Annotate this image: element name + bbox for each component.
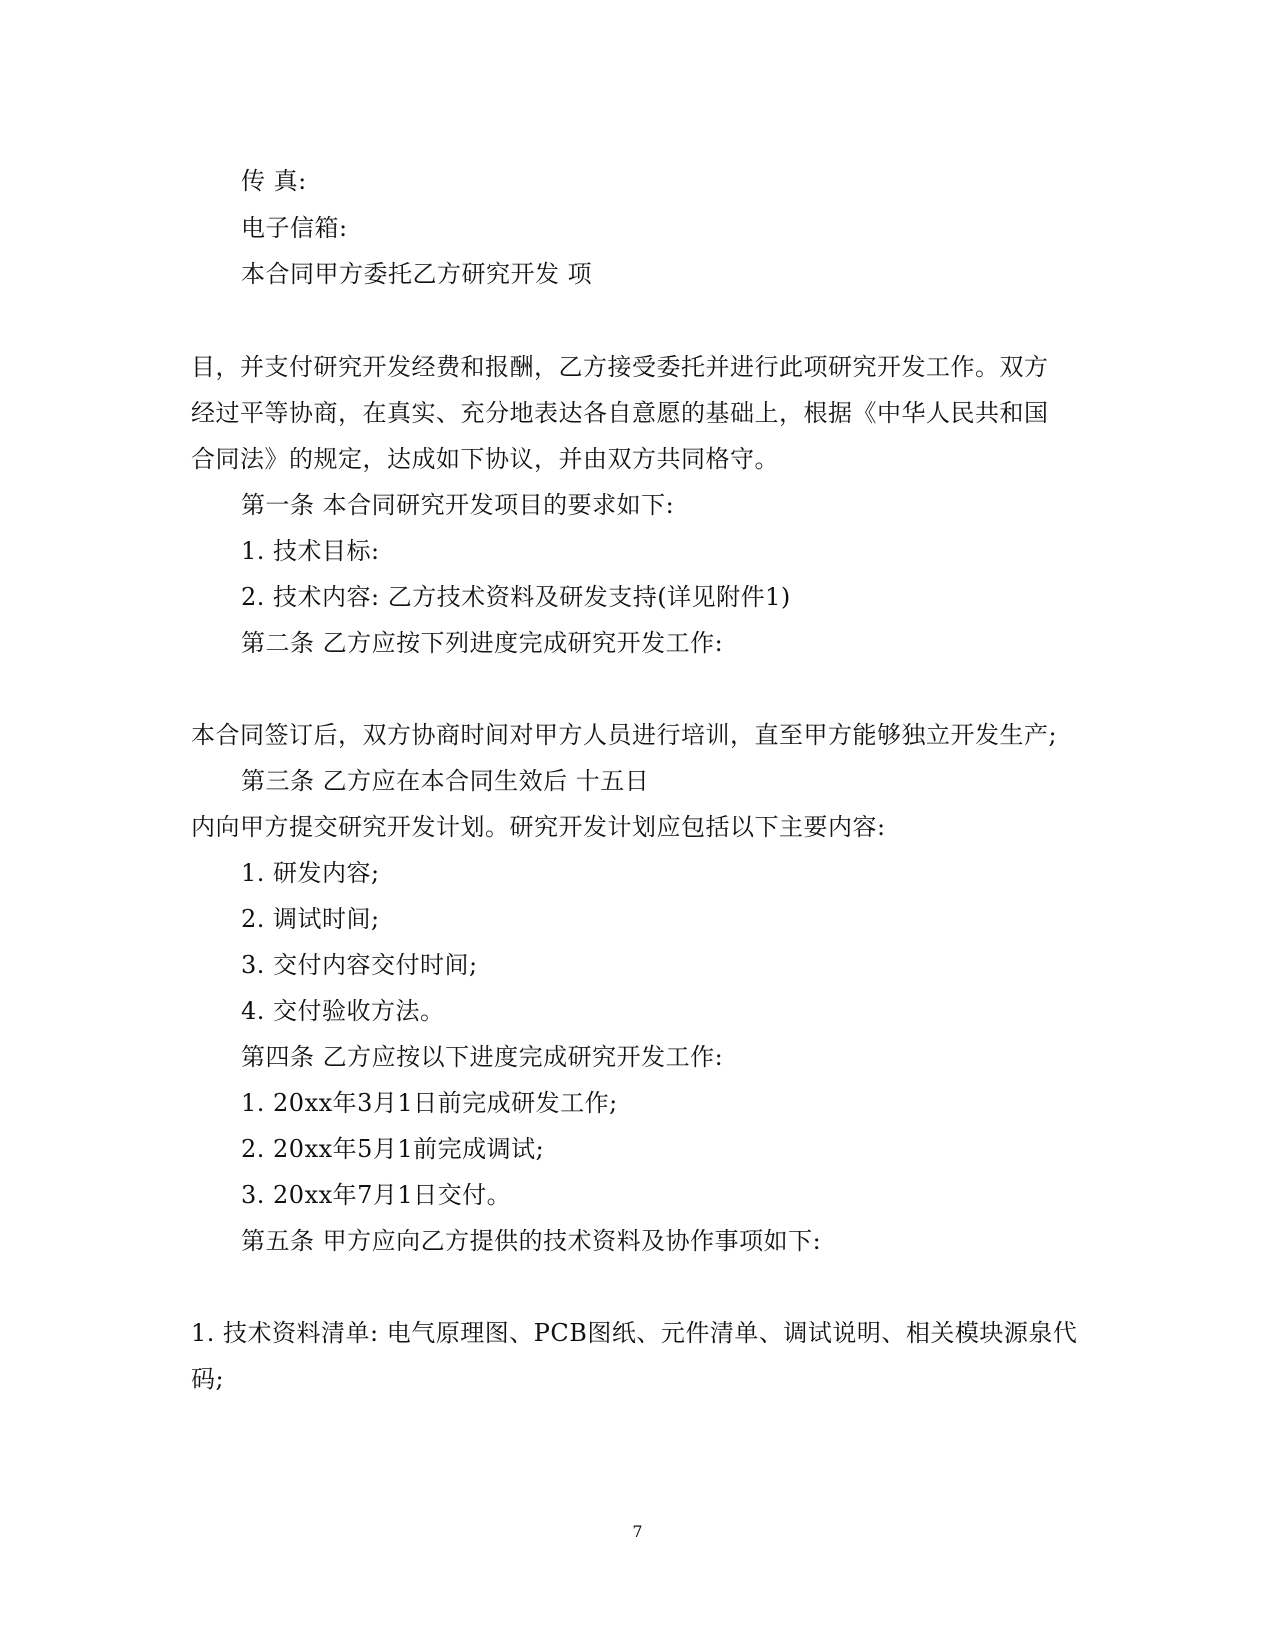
paragraph-line: 内向甲方提交研究开发计划。研究开发计划应包括以下主要内容: [191,813,886,841]
paragraph-line: 目，并支付研究开发经费和报酬，乙方接受委托并进行此项研究开发工作。双方 [191,353,1049,381]
paragraph-line: 本合同签订后，双方协商时间对甲方人员进行培训，直至甲方能够独立开发生产; [191,721,1058,749]
list-item: 3. 20xx年7月1日交付。 [241,1181,512,1209]
fax-line: 传 真: [241,167,307,195]
article-heading: 第四条 乙方应按以下进度完成研究开发工作: [241,1043,724,1071]
article-heading: 第三条 乙方应在本合同生效后 十五日 [241,767,650,795]
paragraph-line: 1. 技术资料清单: 电气原理图、PCB图纸、元件清单、调试说明、相关模块源泉代 [191,1319,1078,1347]
article-heading: 第五条 甲方应向乙方提供的技术资料及协作事项如下: [241,1227,822,1255]
paragraph-line: 经过平等协商，在真实、充分地表达各自意愿的基础上，根据《中华人民共和国 [191,399,1049,427]
list-item: 4. 交付验收方法。 [241,997,445,1025]
list-item: 2. 20xx年5月1前完成调试; [241,1135,545,1163]
article-heading: 第一条 本合同研究开发项目的要求如下: [241,491,675,519]
paragraph-line: 码; [191,1365,225,1393]
list-item: 1. 20xx年3月1日前完成研发工作; [241,1089,618,1117]
email-line: 电子信箱: [241,214,348,242]
list-item: 1. 技术目标: [241,537,380,565]
list-item: 3. 交付内容交付时间; [241,951,478,979]
paragraph-line: 本合同甲方委托乙方研究开发 项 [241,260,593,288]
article-heading: 第二条 乙方应按下列进度完成研究开发工作: [241,629,724,657]
paragraph-line: 合同法》的规定，达成如下协议，并由双方共同格守。 [191,445,779,473]
list-item: 2. 调试时间; [241,905,380,933]
list-item: 1. 研发内容; [241,859,380,887]
list-item: 2. 技术内容: 乙方技术资料及研发支持(详见附件1) [241,583,791,611]
page-number: 7 [632,1522,643,1541]
